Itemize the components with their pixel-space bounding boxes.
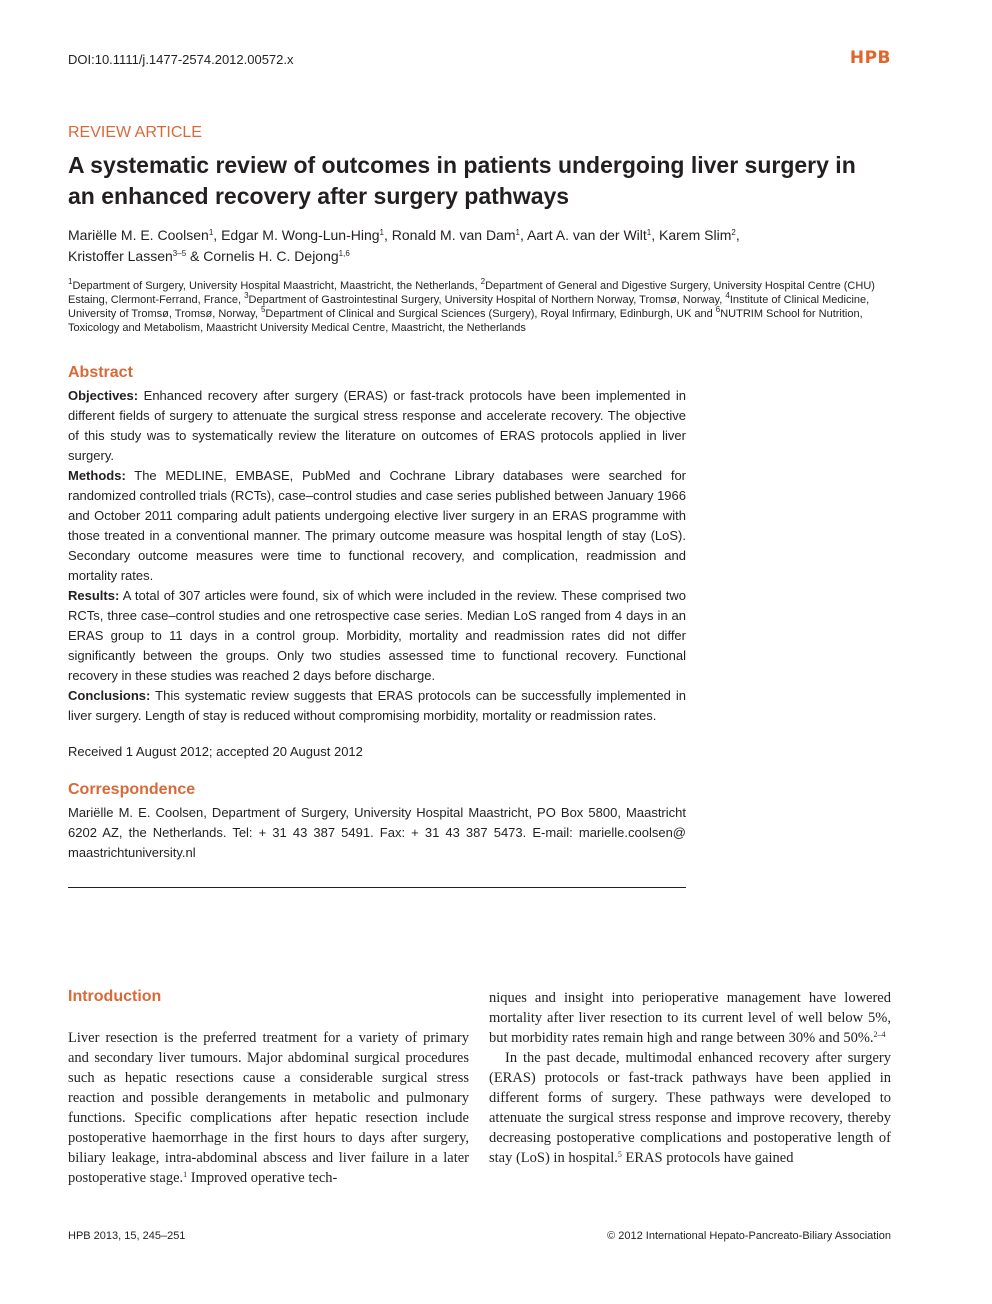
paragraph: niques and insight into perioperative management have lowered mortality after liver resection to its current level of well below 5%, but morbidity rates remain high and range between 30% and 50%.$^{2-4}$ [489,990,891,1046]
body-column-right [489,988,891,1168]
author: Kristoffer Lassen$^{3-5}$ & [68,248,204,264]
author: Ronald M. van Dam$^1$, [391,227,527,243]
author: Karem Slim$^2$, [659,227,740,243]
section-divider [68,887,686,888]
footer-copyright: © 2012 International Hepato-Pancreato-Biliary Association [607,1230,891,1242]
author: Edgar M. Wong-Lun-Hing$^1$, [221,227,392,243]
affiliations: $^1$Department of Surgery, University Hospital Maastricht, Maastricht, the Netherlands, $^2$Department of General and Digestive Surgery, University Hospital Centre (CHU) Estaing, Clermont-Ferrand, France, $^3$Department of Gastrointestinal Surgery, University Hospital of Northern Norway, Tromsø, Norway, $^4$Institute of Clinical Medicine, University of Tromsø, Tromsø, Norway, $^5$Department of Clinical and Surgical Sciences (Surgery), Royal Infirmary, Edinburgh, UK and $^6$NUTRIM School for Nutrition, Toxicology and Metabolism, Maastricht University Medical Centre, Maastricht, the Netherlands [68,277,875,334]
abstract-heading: Abstract [68,364,133,381]
journal-name: HPB [849,48,891,68]
author: Mariëlle M. E. Coolsen$^1$, [68,227,222,243]
body-column-left [68,1028,469,1188]
correspondence-text: Mariëlle M. E. Coolsen, Department of Surgery, University Hospital Maastricht, PO Box 5800, Maastricht 6202 AZ, the Netherlands. Tel: + 31 43 387 5491. Fax: + 31 43 387 5473. E-mail: marielle.coolsen@ maastrichtuniversity.nl [68,805,686,860]
article-title: A systematic review of outcomes in patients undergoing liver surgery in an enhanced recovery after surgery pathways [68,152,856,209]
citation-ref[interactable]: 5 [617,1150,622,1159]
citation-ref[interactable]: 1 [183,1170,188,1179]
abstract-conclusions: Conclusions: This systematic review suggests that ERAS protocols can be successfully implemented in liver surgery. Length of stay is reduced without compromising morbidity, mortality or readmission rates. [68,688,686,723]
footer-citation: HPB 2013, 15, 245–251 [68,1230,186,1242]
abstract-body [68,386,686,726]
abstract-results: Results: A total of 307 articles were found, six of which were included in the review. These comprised two RCTs, three case–control studies and one retrospective case series. Median LoS ranged from 4 days in an ERAS group to 11 days in a control group. Morbidity, mortality and readmission rates did not differ significantly between the groups. Only two studies assessed time to functional recovery. Functional recovery in these studies was reached 2 days before discharge. [68,588,686,683]
received-dates: Received 1 August 2012; accepted 20 August 2012 [68,744,363,759]
article-type: REVIEW ARTICLE [68,124,202,141]
author-list [68,225,838,267]
abstract-objectives: Objectives: Enhanced recovery after surgery (ERAS) or fast-track protocols have been implemented in different fields of surgery to attenuate the surgical stress response and accelerate recovery. The objective of this study was to systematically review the literature on outcomes of ERAS protocols applied in liver surgery. [68,388,686,463]
introduction-heading: Introduction [68,988,162,1005]
correspondence-heading: Correspondence [68,781,196,798]
author: Aart A. van der Wilt$^1$, [526,227,660,243]
paragraph: In the past decade, multimodal enhanced recovery after surgery (ERAS) protocols or fast-track pathways have been applied in different forms of surgery. These pathways were developed to attenuate the surgical stress response and improve recovery, thereby decreasing postoperative complications and postoperative length of stay (LoS) in hospital.$^5$ ERAS protocols have gained [489,1050,891,1166]
author: Cornelis H. C. Dejong$^{1,6}$ [203,248,350,264]
paragraph: Liver resection is the preferred treatment for a variety of primary and secondary liver tumours. Major abdominal surgical procedures such as hepatic resections cause a considerable surgical stress reaction and possible derangements in metabolic and pulmonary functions. Specific complications after hepatic resection include postoperative haemorrhage in the first hours to days after surgery, biliary leakage, intra-abdominal abscess and liver failure in a later postoperative stage.$^1$ Improved operative tech- [68,1030,469,1186]
abstract-methods: Methods: The MEDLINE, EMBASE, PubMed and Cochrane Library databases were searched for randomized controlled trials (RCTs), case–control studies and case series published between January 1966 and October 2011 comparing adult patients undergoing elective liver surgery in an ERAS programme with those treated in a conventional manner. The primary outcome measure was hospital length of stay (LoS). Secondary outcome measures were time to functional recovery, and complication, readmission and mortality rates. [68,468,686,583]
citation-ref[interactable]: 2–4 [873,1030,886,1039]
doi[interactable]: DOI:10.1111/j.1477-2574.2012.00572.x [68,52,294,67]
